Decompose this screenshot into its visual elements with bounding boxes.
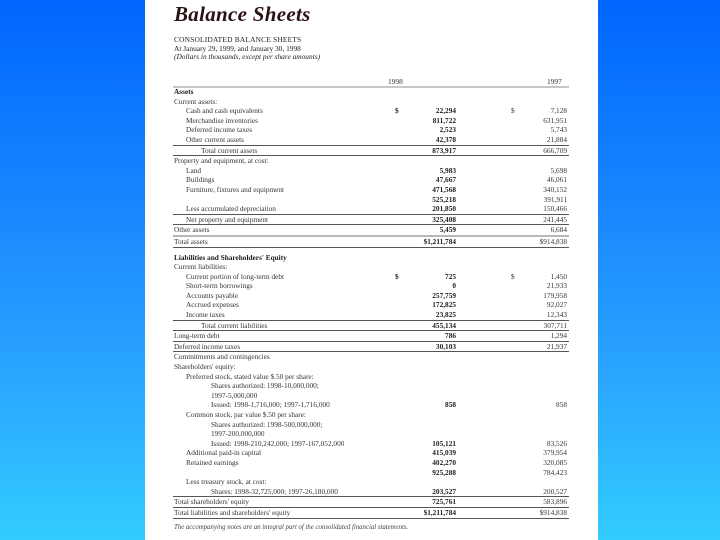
table-row	[173, 429, 569, 439]
statement-header	[174, 36, 320, 62]
row-label: Cash and cash equivalents	[186, 106, 263, 116]
table-row	[173, 145, 569, 156]
section-header-row	[173, 87, 569, 97]
row-label: Short-term borrowings	[186, 281, 253, 291]
table-row	[173, 468, 569, 478]
table-row	[173, 410, 569, 420]
row-label: Shares authorized: 1998-500,000,000;	[211, 419, 323, 429]
table-row	[173, 310, 569, 320]
row-label: Commitments and contingencies	[174, 352, 270, 362]
value-1998: 811,722	[432, 115, 456, 125]
value-1998: 858	[445, 400, 456, 410]
row-label: Assets	[174, 87, 194, 96]
value-1998: 23,825	[435, 310, 456, 320]
value-1997: 583,896	[543, 497, 567, 507]
value-1997: 46,061	[546, 175, 567, 185]
value-1997: 200,527	[543, 486, 567, 496]
row-label: Total current assets	[201, 145, 258, 155]
value-1998: 525,218	[432, 194, 456, 204]
table-row	[173, 106, 569, 116]
table-row	[173, 262, 569, 272]
value-1998: 325,408	[432, 214, 456, 224]
table-row	[173, 351, 569, 362]
value-1997: 6,684	[550, 225, 567, 235]
table-row	[173, 341, 569, 352]
row-label: Less treasury stock, at cost:	[186, 477, 267, 487]
statement-heading: CONSOLIDATED BALANCE SHEETS	[174, 35, 302, 44]
value-1997: 307,711	[543, 320, 567, 330]
table-row	[173, 224, 569, 235]
value-1998: 725,761	[432, 497, 456, 507]
row-label: Other current assets	[186, 134, 244, 144]
row-label: Liabilities and Shareholders' Equity	[174, 252, 287, 262]
value-1998: 402,270	[432, 457, 456, 467]
table-row	[173, 135, 569, 145]
table-row	[173, 507, 569, 519]
row-label: Shares: 1998-32,725,000; 1997-26,180,000	[211, 486, 338, 496]
row-label: 1997-5,000,000	[211, 390, 258, 400]
row-label: Total current liabilities	[201, 320, 268, 330]
table-row	[173, 487, 569, 497]
table-row	[173, 330, 569, 341]
document-page	[145, 0, 598, 540]
value-1997: $914,838	[539, 507, 567, 517]
footnote: The accompanying notes are an integral part of the consolidated financial statements.	[174, 524, 409, 531]
currency-1998: $	[395, 106, 399, 116]
row-label: Merchandise inventories	[186, 115, 258, 125]
value-1997: 21,884	[546, 134, 567, 144]
table-row	[173, 448, 569, 458]
column-header-1997: 1997	[547, 77, 562, 86]
row-label: Current assets:	[174, 96, 218, 106]
value-1998: 5,459	[439, 225, 456, 235]
row-label: Less accumulated depreciation	[186, 204, 276, 214]
section-header-row	[173, 253, 569, 263]
row-label: Issued: 1998-1,716,000; 1997-1,716,000	[211, 400, 330, 410]
value-1998: 455,134	[432, 320, 456, 330]
value-1998: 201,850	[432, 204, 456, 214]
value-1997: 1,450	[550, 271, 567, 281]
value-1997: 92,027	[546, 300, 567, 310]
value-1997: 5,698	[550, 165, 567, 175]
table-row	[173, 116, 569, 126]
row-label: Buildings	[186, 175, 215, 185]
value-1998: 925,288	[432, 467, 456, 477]
row-label: Income taxes	[186, 310, 225, 320]
row-label: Total liabilities and shareholders' equity	[174, 507, 291, 517]
value-1997: 340,152	[543, 184, 567, 194]
value-1998: 30,103	[435, 341, 456, 351]
row-label: Other assets	[174, 225, 210, 235]
value-1998: 2,523	[439, 125, 456, 135]
table-row	[173, 420, 569, 430]
table-row	[173, 125, 569, 135]
value-1998: 257,759	[432, 290, 456, 300]
table-row	[173, 291, 569, 301]
table-row	[173, 391, 569, 401]
table-row	[173, 235, 569, 248]
row-label: Shares authorized: 1998-10,000,000;	[211, 381, 319, 391]
row-label: Total shareholders' equity	[174, 497, 249, 507]
value-1998: 172,825	[432, 300, 456, 310]
table-row	[173, 97, 569, 107]
column-header-1998: 1998	[388, 77, 403, 86]
value-1997: 241,445	[543, 214, 567, 224]
value-1997: 179,958	[543, 290, 567, 300]
balance-sheet-table	[173, 87, 569, 519]
row-label: Shareholders' equity:	[174, 362, 236, 372]
value-1997: 150,466	[543, 204, 567, 214]
table-row	[173, 204, 569, 214]
row-label: Common stock, par value $.50 per share:	[186, 410, 306, 419]
value-1997: 631,951	[543, 115, 567, 125]
value-1998: 203,527	[432, 486, 456, 496]
value-1998: 786	[445, 331, 456, 341]
table-row	[173, 372, 569, 382]
table-row	[173, 458, 569, 468]
value-1997: 83,526	[546, 438, 567, 448]
value-1997: 320,085	[543, 457, 567, 467]
table-row	[173, 439, 569, 449]
value-1998: 415,039	[432, 448, 456, 458]
value-1997: 5,743	[550, 125, 567, 135]
currency-1997: $	[511, 106, 515, 116]
value-1997: 379,954	[543, 448, 567, 458]
table-row	[173, 362, 569, 372]
row-label: Additional paid-in capital	[186, 448, 261, 458]
value-1997: 391,911	[543, 194, 567, 204]
value-1998: 873,917	[432, 145, 456, 155]
value-1998: 5,983	[439, 165, 456, 175]
table-row	[173, 155, 569, 166]
row-label: Accounts payable	[186, 290, 239, 300]
row-label: 1997-200,000,000	[211, 429, 265, 439]
row-label: Total assets	[174, 236, 208, 246]
statement-units: (Dollars in thousands, except per share amounts)	[174, 52, 321, 62]
table-row	[173, 195, 569, 205]
value-1998: 725	[445, 271, 456, 281]
row-label: Preferred stock, stated value $.50 per share:	[186, 371, 314, 381]
table-row	[173, 214, 569, 225]
row-label: Deferred income taxes	[186, 125, 253, 135]
value-1997: 7,128	[550, 106, 567, 116]
value-1998: $1,211,784	[423, 507, 456, 517]
table-row	[173, 175, 569, 185]
value-1997: 21,933	[546, 281, 567, 291]
table-row	[173, 166, 569, 176]
table-row	[173, 300, 569, 310]
currency-1997: $	[511, 271, 515, 281]
currency-1998: $	[395, 271, 399, 281]
value-1998: 22,294	[435, 106, 456, 116]
page-title: Balance Sheets	[174, 2, 311, 26]
row-label: Long-term debt	[174, 331, 220, 341]
value-1997: $914,838	[539, 236, 567, 246]
value-1998: 471,568	[432, 184, 456, 194]
table-row	[173, 400, 569, 410]
row-label: Accrued expenses	[186, 300, 239, 310]
row-label: Land	[186, 165, 201, 175]
table-row	[173, 281, 569, 291]
row-label: Net property and equipment	[186, 214, 269, 224]
table-row	[173, 496, 569, 507]
table-row	[173, 381, 569, 391]
value-1997: 666,709	[543, 145, 567, 155]
statement-dates: At January 29, 1999, and January 30, 1998	[174, 43, 301, 53]
row-label: Retained earnings	[186, 457, 239, 467]
value-1998: 42,378	[435, 134, 456, 144]
value-1998: 0	[452, 281, 456, 291]
value-1998: 47,667	[435, 175, 456, 185]
row-label: Current portion of long-term debt	[186, 271, 285, 281]
table-row	[173, 185, 569, 195]
row-label: Deferred income taxes	[174, 341, 241, 351]
row-label: Issued: 1998-210,242,000; 1997-167,052,000	[211, 438, 345, 448]
value-1998: 105,121	[432, 438, 456, 448]
row-label: Property and equipment, at cost:	[174, 156, 269, 166]
value-1997: 21,937	[546, 341, 567, 351]
value-1997: 858	[556, 400, 567, 410]
row-label: Furniture, fixtures and equipment	[186, 184, 285, 194]
value-1998: $1,211,784	[423, 236, 456, 246]
value-1997: 784,423	[543, 467, 567, 477]
table-row	[173, 272, 569, 282]
table-row	[173, 320, 569, 331]
value-1997: 1,294	[550, 331, 567, 341]
row-label: Current liabilities:	[174, 262, 228, 272]
table-row	[173, 477, 569, 487]
value-1997: 12,343	[546, 310, 567, 320]
